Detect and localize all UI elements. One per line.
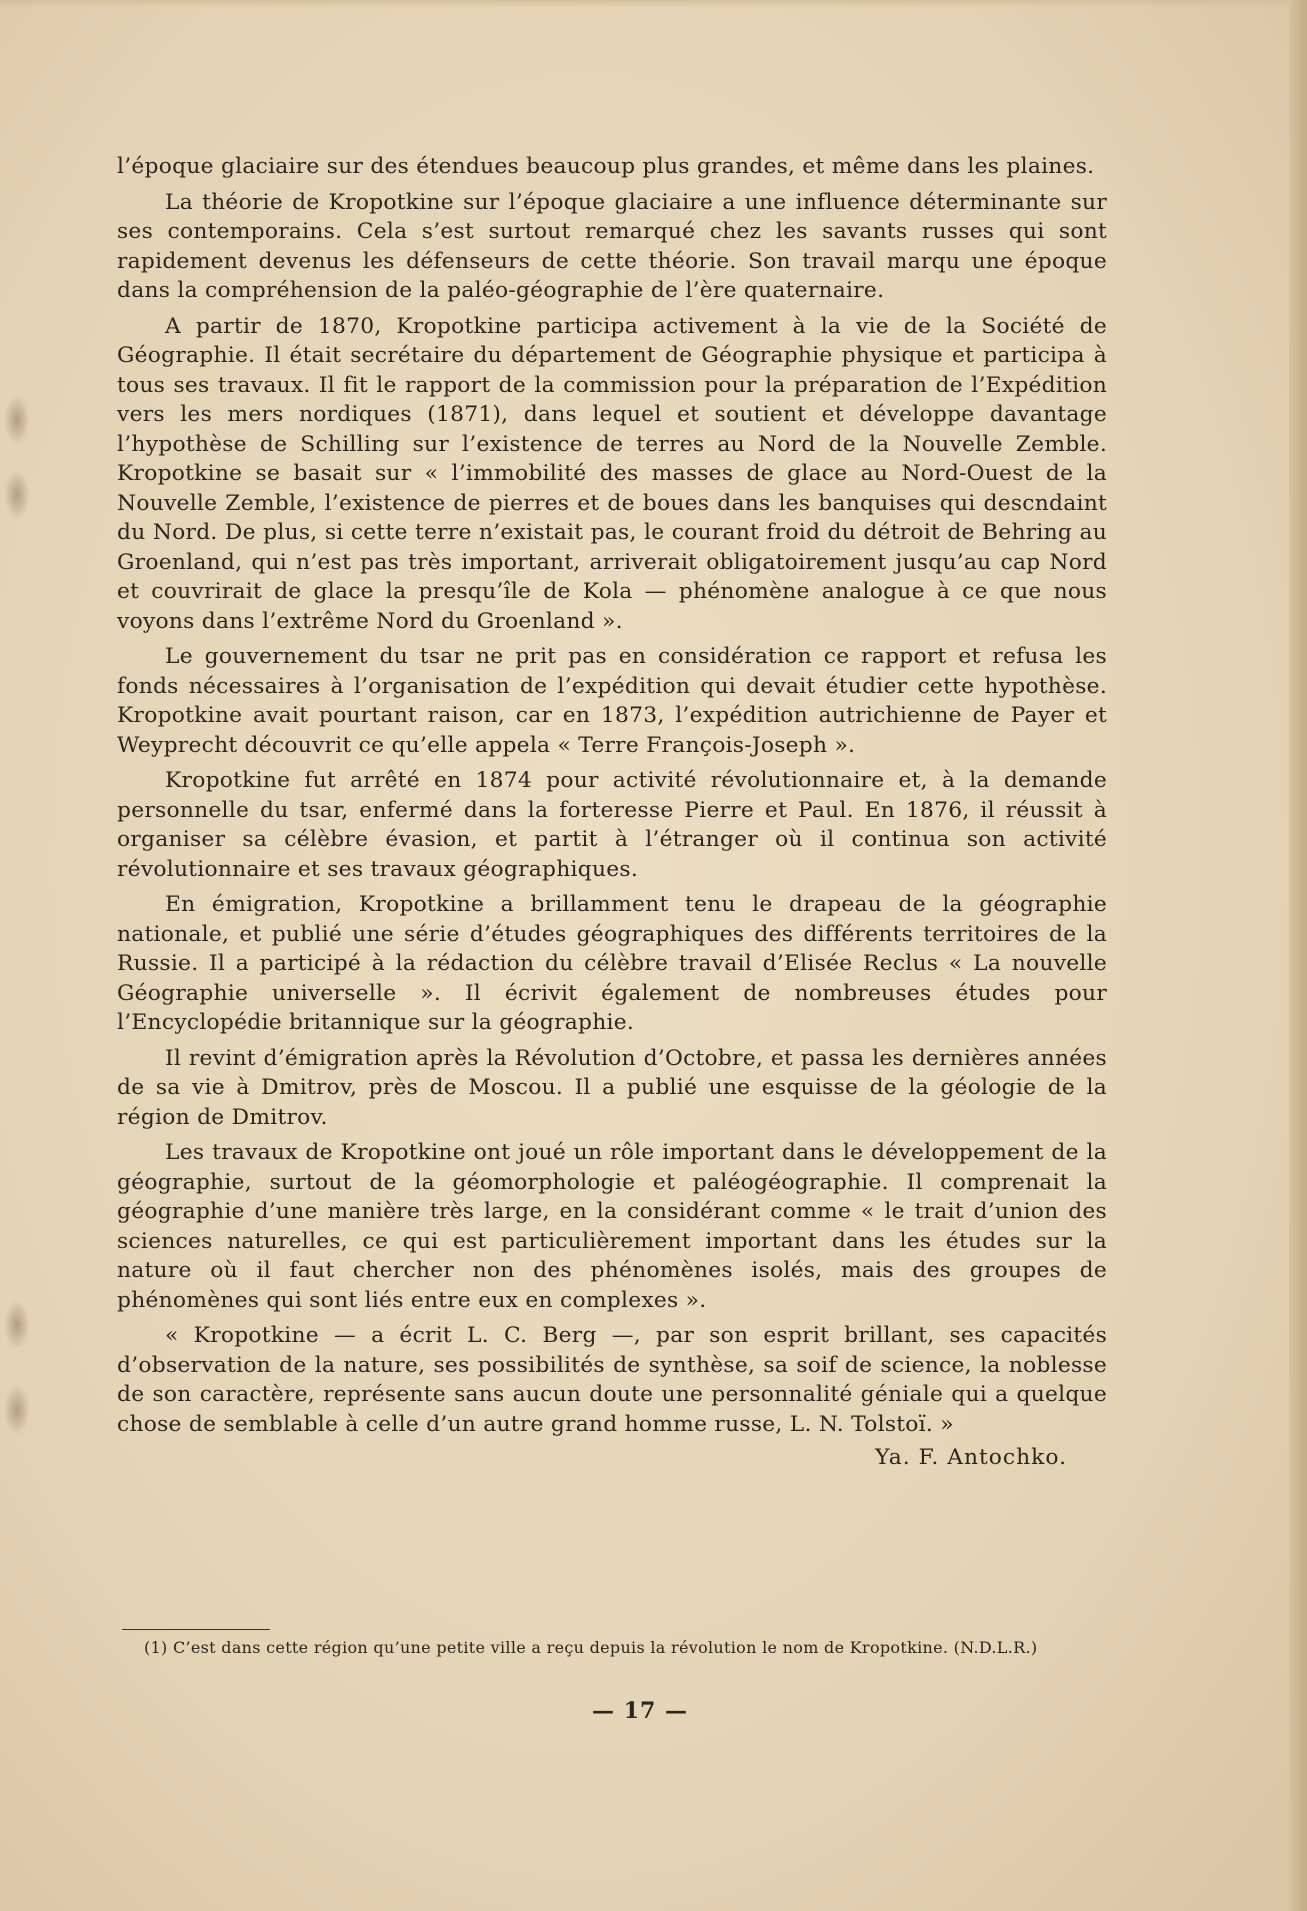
footnote-divider	[122, 1629, 270, 1630]
margin-stain	[4, 1385, 30, 1435]
paragraph: « Kropotkine — a écrit L. C. Berg —, par son esprit brillant, ses capacités d’observation de la nature, ses possibilités de synthèse, sa soif de science, la noblesse de son caractère, représente sans aucun doute une personnalité géniale qui a quelque chose de semblable à celle d’un autre grand homme russe, L. N. Tolstoï. »	[117, 1323, 1107, 1437]
paragraph: Les travaux de Kropotkine ont joué un rôle important dans le développement de la géographie, surtout de la géomorphologie et paléogéographie. Il comprenait la géographie d’une manière très large, en la considérant comme « le trait d’union des sciences naturelles, ce qui est particulièrement important dans les études sur la nature où il faut chercher non des phénomènes isolés, mais des groupes de phénomènes qui sont liés entre eux en complexes ».	[117, 1140, 1107, 1313]
paragraph: Il revint d’émigration après la Révolution d’Octobre, et passa les dernières années de sa vie à Dmitrov, près de Moscou. Il a publié une esquisse de la géologie de la région de Dmitrov.	[117, 1045, 1107, 1130]
page-right-edge	[1289, 0, 1307, 1911]
author-signature: Ya. F. Antochko.	[875, 1445, 1067, 1470]
paragraph: La théorie de Kropotkine sur l’époque glaciaire a une influence déterminante sur ses contemporains. Cela s’est surtout remarqué chez les savants russes qui sont rapidement devenus les défenseurs de cette théorie. Son travail marqu une époque dans la compréhension de la paléo-géographie de l’ère quaternaire.	[117, 189, 1107, 303]
article-body	[117, 152, 1107, 1473]
footnote-text: C’est dans cette région qu’une petite ville a reçu depuis la révolution le nom de Kropotkine. (N.D.L.R.)	[172, 1638, 1038, 1657]
margin-stain	[4, 395, 30, 445]
footnote-line	[122, 1636, 1114, 1660]
margin-stain	[4, 1300, 30, 1350]
footnote	[122, 1636, 1114, 1660]
paragraph: En émigration, Kropotkine a brillamment tenu le drapeau de la géographie nationale, et publié une série d’études géographiques des différents territoires de la Russie. Il a participé à la rédaction du célèbre travail d’Elisée Reclus « La nouvelle Géographie universelle ». Il écrivit également de nombreuses études pour l’Encyclopédie britannique sur la géographie.	[117, 892, 1107, 1035]
page-top-edge	[0, 0, 1307, 8]
paragraph: l’époque glaciaire sur des étendues beaucoup plus grandes, et même dans les plaines.	[117, 154, 1095, 179]
paragraph: Le gouvernement du tsar ne prit pas en considération ce rapport et refusa les fonds nécessaires à l’organisation de l’expédition qui devait étudier cette hypothèse. Kropotkine avait pourtant raison, car en 1873, l’expédition autrichienne de Payer et Weyprecht découvrit ce qu’elle appela « Terre François-Joseph ».	[117, 644, 1107, 758]
footnote-marker: (1)	[144, 1638, 168, 1657]
paragraph: A partir de 1870, Kropotkine participa activement à la vie de la Société de Géographie. Il était secrétaire du département de Géographie physique et participa à tous ses travaux. Il fit le rapport de la commission pour la préparation de l’Expédition vers les mers nordiques (1871), dans lequel et soutient et développe davantage l’hypothèse de Schilling sur l’existence de terres au Nord de la Nouvelle Zemble. Kropotkine se basait sur « l’immobilité des masses de glace au Nord-Ouest de la Nouvelle Zemble, l’existence de pierres et de boues dans les banquises qui descndaint du Nord. De plus, si cette terre n’existait pas, le courant froid du détroit de Behring au Groenland, qui n’est pas très important, arriverait obligatoirement jusqu’au cap Nord et couvrirait de glace la presqu’île de Kola — phénomène analogue à ce que nous voyons dans l’extrême Nord du Groenland ».	[117, 313, 1107, 634]
page-number: — 17 —	[592, 1698, 688, 1724]
paragraph: Kropotkine fut arrêté en 1874 pour activité révolutionnaire et, à la demande personnelle du tsar, enfermé dans la forteresse Pierre et Paul. En 1876, il réussit à organiser sa célèbre évasion, et partit à l’étranger où il continua son activité révolutionnaire et ses travaux géographiques.	[117, 768, 1107, 882]
margin-stain	[4, 470, 30, 520]
